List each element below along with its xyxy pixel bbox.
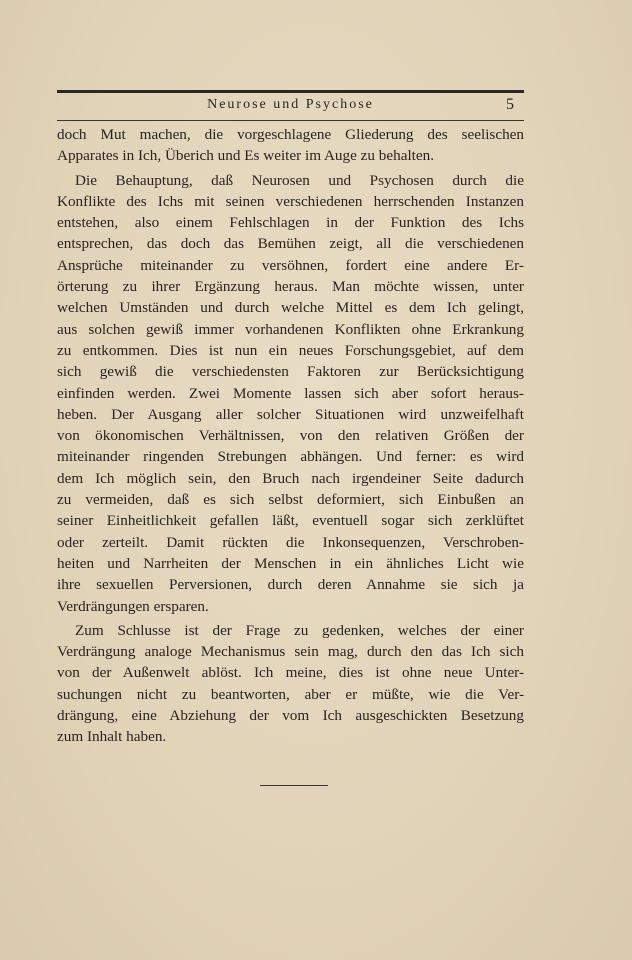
text-line: zu vermeiden, daß es sich selbst deformiert, sich Einbußen an (57, 491, 524, 509)
text-line: welchen Umständen und durch welche Mittel es dem Ich gelingt, (57, 299, 524, 317)
text-line: aus solchen gewiß immer vorhandenen Konflikten ohne Erkrankung (57, 320, 524, 338)
text-line: Verdrängung analoge Mechanismus sein mag, durch den das Ich sich (57, 643, 524, 661)
page-number: 5 (506, 96, 514, 113)
text-line: heben. Der Ausgang aller solcher Situationen wird unzweifelhaft (57, 405, 524, 423)
text-line: dem Ich möglich sein, den Bruch nach irgendeiner Seite dadurch (57, 469, 524, 487)
text-line: zum Inhalt haben. (57, 728, 167, 746)
text-line: entsprechen, das doch das Bemühen zeigt, all die verschiedenen (57, 235, 524, 253)
text-line: doch Mut machen, die vorgeschlagene Gliederung des seelischen (57, 126, 524, 143)
running-title: Neurose und Psychose (207, 97, 374, 112)
text-line: ihre sexuellen Perversionen, durch deren Annahme sie sich ja (57, 576, 524, 594)
text-line: örterung zu ihrer Ergänzung heraus. Man möchte wissen, unter (57, 278, 524, 296)
text-line: drängung, eine Abziehung der vom Ich ausgeschickten Besetzung (57, 707, 524, 725)
paragraph (57, 124, 524, 167)
paragraph (57, 620, 524, 748)
text-line: heiten und Narrheiten der Menschen in ein ähnliches Licht wie (57, 554, 524, 572)
paragraph (57, 170, 524, 617)
text-line: einfinden werden. Zwei Momente lassen sich aber sofort heraus- (57, 384, 524, 402)
text-line: entstehen, also einem Fehlschlagen in der Funktion des Ichs (57, 214, 524, 232)
text-line: miteinander ringenden Strebungen abhängen. Und ferner: es wird (57, 448, 524, 466)
text-line: von ökonomischen Verhältnissen, von den relativen Größen der (57, 427, 524, 445)
text-line: Ansprüche miteinander zu versöhnen, fordert eine andere Er- (57, 256, 524, 274)
text-line: seiner Einheitlichkeit gefallen läßt, eventuell sogar sich zerklüftet (57, 512, 524, 530)
text-line: suchungen nicht zu beantworten, aber er müßte, wie die Ver- (57, 685, 524, 703)
text-line: Apparates in Ich, Überich und Es weiter im Auge zu behalten. (57, 147, 435, 165)
body-text (57, 124, 524, 748)
text-line: zu entkommen. Dies ist nun ein neues Forschungsgebiet, auf dem (57, 341, 524, 359)
end-rule (260, 785, 328, 786)
header-rule-thick (57, 90, 524, 93)
running-head (57, 96, 524, 118)
text-line: oder zerteilt. Damit rückten die Inkonsequenzen, Verschroben- (57, 533, 524, 551)
header-rule-thin (57, 120, 524, 121)
text-line: Die Behauptung, daß Neurosen und Psychosen durch die (75, 171, 524, 189)
text-line: sich gewiß die verschiedensten Faktoren zur Berücksichtigung (57, 363, 524, 381)
text-line: Zum Schlusse ist der Frage zu gedenken, welches der einer (75, 621, 524, 639)
text-line: Konflikte des Ichs mit seinen verschiedenen herrschenden Instanzen (57, 192, 524, 210)
text-line: Verdrängungen ersparen. (57, 597, 209, 615)
text-line: von der Außenwelt ablöst. Ich meine, dies ist ohne neue Unter- (57, 664, 524, 682)
